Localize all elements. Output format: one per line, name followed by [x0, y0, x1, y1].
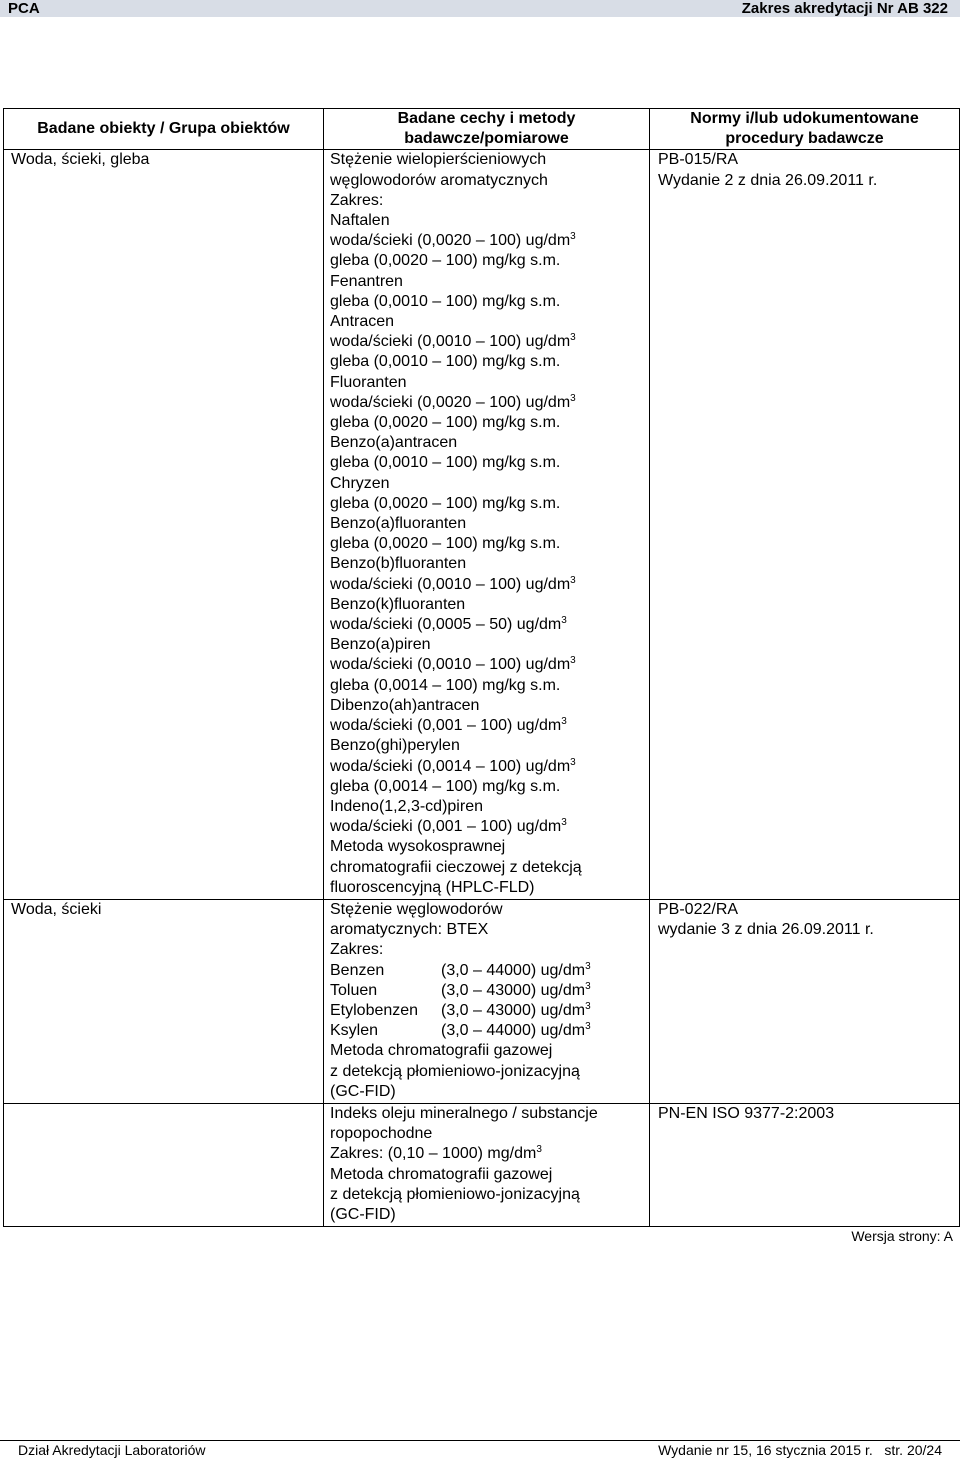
accreditation-table [3, 108, 960, 1227]
row1-object: Woda, ścieki, gleba [4, 150, 324, 900]
table-header-row [4, 109, 960, 150]
row2-norms: PB-022/RA wydanie 3 z dnia 26.09.2011 r. [650, 899, 960, 1103]
row1-methods: Stężenie wielopierścieniowych węglowodorów aromatycznych Zakres: Naftalen woda/ścieki (0,0020 – 100) $ug/dm^3$ gleba (0,0020 – 100) mg/kg s.m. Fenantren gleba (0,0010 – 100) mg/kg s.m. Antracen woda/ścieki (0,0010 – 100) $ug/dm^3$ gleba (0,0010 – 100) mg/kg s.m. Fluoranten woda/ścieki (0,0020 – 100) $ug/dm^3$ gleba (0,0020 – 100) mg/kg s.m. Benzo(a)antracen gleba (0,0010 – 100) mg/kg s.m. Chryzen gleba (0,0020 – 100) mg/kg s.m. Benzo(a)fluoranten gleba (0,0020 – 100) mg/kg s.m. Benzo(b)fluoranten woda/ścieki (0,0010 – 100) $ug/dm^3$ Benzo(k)fluoranten woda/ścieki (0,0005 – 50) $ug/dm^3$ Benzo(a)piren woda/ścieki (0,0010 – 100) $ug/dm^3$ gleba (0,0014 – 100) mg/kg s.m. Dibenzo(ah)antracen woda/ścieki (0,001 – 100) $ug/dm^3$ Benzo(ghi)perylen woda/ścieki (0,0014 – 100) $ug/dm^3$ gleba (0,0014 – 100) mg/kg s.m. Indeno(1,2,3-cd)piren woda/ścieki (0,001 – 100) $ug/dm^3$ Metoda wysokosprawnej chromatografii cieczowej z detekcją fluoroscencyjną (HPLC-FLD) [324, 150, 650, 900]
page-footer [0, 1440, 960, 1460]
footer-edition: Wydanie nr 15, 16 stycznia 2015 r. str. 20/24 [658, 1442, 942, 1458]
page-header-bar [0, 0, 960, 17]
header-methods: Badane cechy i metody badawcze/pomiarowe [324, 109, 650, 150]
header-org: PCA [8, 0, 40, 17]
row1-norms: PB-015/RA Wydanie 2 z dnia 26.09.2011 r. [650, 150, 960, 900]
row2-methods: Stężenie węglowodorów aromatycznych: BTEX Zakres: Benzen (3,0 – 44000) $ug/dm^3$ Toluen (3,0 – 43000) $ug/dm^3$ Etylobenzen (3,0 – 43000) $ug/dm^3$ Ksylen (3,0 – 44000) $ug/dm^3$ Metoda chromatografii gazowej z detekcją płomieniowo-jonizacyjną (GC-FID) [324, 899, 650, 1103]
page-version: Wersja strony: A [851, 1228, 953, 1244]
row3-norms: PN-EN ISO 9377-2:2003 [650, 1103, 960, 1226]
table-row [4, 1103, 960, 1226]
footer-department: Dział Akredytacji Laboratoriów [18, 1442, 206, 1458]
header-objects: Badane obiekty / Grupa obiektów [4, 109, 324, 150]
row3-methods: Indeks oleju mineralnego / substancje ropopochodne Zakres: (0,10 – 1000) $mg/dm^3$ Metoda chromatografii gazowej z detekcją płomieniowo-jonizacyjną (GC-FID) [324, 1103, 650, 1226]
row2-object: Woda, ścieki [4, 899, 324, 1103]
row3-object [4, 1103, 324, 1226]
table-row [4, 150, 960, 900]
table-row [4, 899, 960, 1103]
header-norms: Normy i/lub udokumentowane procedury badawcze [650, 109, 960, 150]
header-title: Zakres akredytacji Nr AB 322 [741, 0, 948, 17]
